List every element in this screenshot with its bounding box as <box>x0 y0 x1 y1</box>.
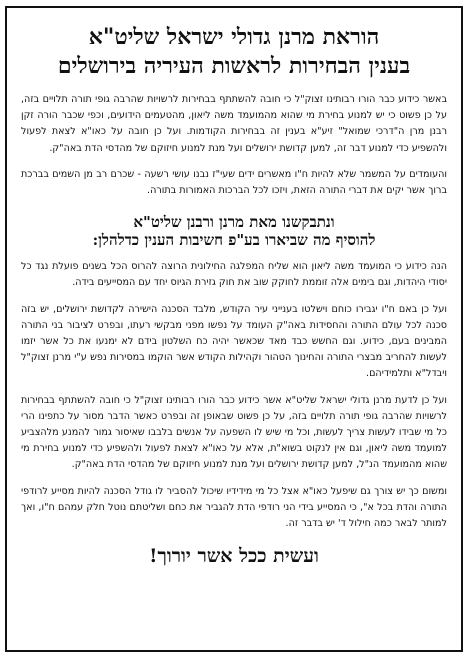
subtitle-line-2: להוסיף מה שביארו בע"פ חשיבות הענין כדלהלן: <box>92 231 376 250</box>
paragraph-3: הנה כידוע כי המועמד משה ליאון הוא שליח המפלגה החילונית הרוצה להרוס הכל בשנים פועלת נגד כל יסודי היהדות, וגם בימים אלה זוממת לחוקק שוב את חוק גזירת הגיוס יחד עם המסייעים בידה. <box>21 261 447 289</box>
paragraph-2: והעומדים על המשמר שלא להיות ח"ו מאשרים ידים שעי"ז נבנו עושי רשעה - שכרם רב מן השמים בברכת ברוך אשר יקים את דברי התורה הזאת, ויזכו לכל הברכות האמורות בתורה. <box>21 168 447 197</box>
notice-frame <box>5 6 463 652</box>
title-line-2: בענין הבחירות לראשות העיריה בירושלים <box>57 53 411 79</box>
title-line-1: הוראת מרנן גדולי ישראל שליט"א <box>88 24 380 50</box>
paragraph-6: ומשום כך יש צורך גם שיפעל כאו"א אצל כל מי מידידיו שיכול להסביר לו גודל הסכנה להיות מסייע לרודפי התורה והדת בכל א", כי המסייע בידי הני רודפי הדת להגביר את כחם ושליטתם נוטל חלק עמהם ח"ו, ואך למותר לבאר כמה חילול ד' יש בדבר זה. <box>21 485 447 530</box>
closing-line: ועשית ככל אשר יורוך! <box>149 545 319 568</box>
paragraph-4: ועל כן באם ח"ו יגבירו כוחם וישלטו בענייני עיר הקודש, מלבד הסכנה הישירה לקדושת ירושלים, יש בזה סכנה לכל עולם התורה והחסידות באה"ק העומד על נפשו מפני מבקשי רעתו, ובפרט לציבור בני התורה המבינים בעם, כידוע. וגם החשש כבד מאד שכאשר יהיה כח השלטון בידם לא ימנעו את כל אשר יזמו לעשות להחריב מבצרי התורה והחינוך הטהור וקהילות הקודש אשר הוקמו במסירות נפש ע"י מרנן זצוק"ל ויבדל"א ותלמידיהם. <box>21 303 447 380</box>
subtitle-line-1: ונתבקשנו מאת מרנן ורבנן שליט"א <box>133 213 335 232</box>
subtitle-block <box>21 213 447 249</box>
paragraph-1: באשר כידוע כבר הורו רבותינו זצוק"ל כי חובה להשתתף בבחירות לרשויות שהרבה גופי תורה תלויים בזה, על כן פשוט כי יש למנוע בחירת מי שהוא מהמועמד משה ליאון, מהטעמים הידועים, וכפי שכבר הורה זקן רבנן מרן ה"דרכי שמואל" זיע"א בענין זה בבחירות הקודמות. ועל כן חובה על כאו"א לצאת לפעול ולהשפיע כדי למנוע דבר זה, למען קדושת ירושלים ועל מנת למנוע חיזוקם של מהדסי הדת באה"ק. <box>21 94 447 154</box>
paragraph-5: ועל כן לדעת מרנן גדולי ישראל שליט"א אשר כידוע כבר הורו רבותינו זצוק"ל כי חובה להשתתף בבחירות לרשויות שהרבה גופי תורה תלויים בזה, על כן פשוט שבאופן זה ובפרט כאשר הדבר מסור על כתפינו הרי כל מי שבידו לעשות צריך לעשות, וכל מי שיש לו השפעה על אנשים בלבבו שאיסור גמור להמנע מלהצביע למועמד משה ליאון, וגם אין לנקוט בשוא"ת, אלא על כאו"א לצאת לפעול ולהשפיע כדי למנוע בחירת מי שהוא מהמועמד הנ"ל, למען קדושת ירושלים ועל מנת למנוע חיזוקם של מהדסי הדת באה"ק. <box>21 394 447 471</box>
